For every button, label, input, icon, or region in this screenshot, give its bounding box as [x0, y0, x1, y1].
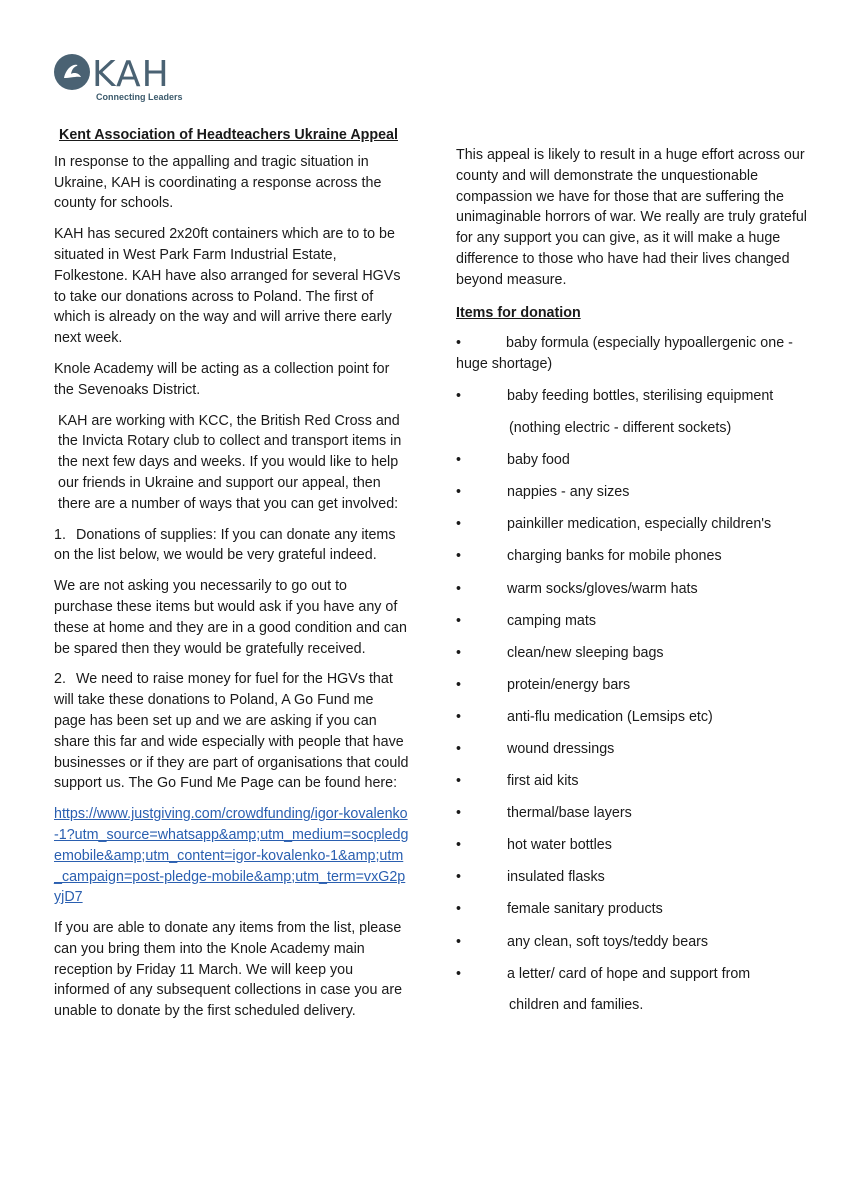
point-two-number: 2.	[54, 671, 66, 688]
point-two	[54, 669, 409, 794]
bullet-icon: •	[456, 741, 462, 757]
donation-item	[456, 611, 816, 632]
point-one	[54, 525, 409, 567]
donation-item	[456, 579, 816, 600]
left-column	[54, 125, 409, 1032]
donation-item-text: female sanitary products	[507, 901, 663, 918]
donation-item	[456, 899, 816, 920]
bullet-icon: •	[456, 452, 462, 469]
donation-item	[456, 386, 816, 439]
donation-item-text: thermal/base layers	[507, 805, 632, 822]
bullet-icon: •	[456, 580, 462, 597]
collection-point-paragraph: Knole Academy will be acting as a collection point for the Sevenoaks District.	[54, 360, 390, 398]
donation-item	[456, 803, 816, 824]
right-column	[456, 145, 816, 1028]
donation-list	[456, 333, 816, 1016]
donation-item	[456, 643, 816, 664]
bullet-icon: •	[456, 676, 462, 693]
bullet-icon: •	[456, 708, 462, 725]
bullet-icon: •	[456, 901, 462, 918]
bullet-icon: •	[456, 644, 462, 661]
document-title: Kent Association of Headteachers Ukraine Appeal	[59, 127, 398, 143]
donation-item-continuation: children and families.	[509, 997, 644, 1014]
donation-item-text: hot water bottles	[507, 837, 612, 854]
bullet-icon: •	[456, 805, 462, 822]
donation-item-text: baby feeding bottles, sterilising equipment	[507, 388, 774, 405]
donation-item-text: charging banks for mobile phones	[507, 548, 722, 565]
donation-item-text: camping mats	[507, 612, 596, 629]
point-one-number: 1.	[54, 526, 66, 543]
kah-logo	[52, 52, 192, 106]
bullet-icon: •	[456, 773, 462, 790]
swan-emblem-icon	[52, 52, 92, 92]
logo-tagline: Connecting Leaders	[96, 92, 183, 102]
go-fund-me-link[interactable]: https://www.justgiving.com/crowdfunding/igor-kovalenko-1?utm_source=whatsapp&amp;utm_medium=socpledgemobile&amp;utm_content=igor-kovalenko-1&amp;utm_campaign=post-pledge-mobile&amp;utm_term=vxG2pyjD7	[54, 806, 409, 906]
donation-item-text: clean/new sleeping bags	[507, 644, 664, 661]
donation-item-text: a letter/ card of hope and support from	[507, 965, 751, 982]
appeal-paragraph: This appeal is likely to result in a huge effort across our county and will demonstrate the unquestionable compassion we have for those that are suffering the unimaginable horrors of war. We really are truly grateful for any support you can give, as it will make a huge difference to those who have had their lives changed beyond measure.	[456, 147, 807, 288]
donation-item-text: painkiller medication, especially children's	[507, 516, 772, 533]
bullet-icon: •	[456, 869, 462, 886]
donation-item-text: baby formula (especially hypoallergenic one - huge shortage)	[456, 335, 793, 373]
donation-item	[456, 771, 816, 792]
donation-item	[456, 964, 816, 1017]
donation-item	[456, 739, 816, 760]
donation-item-text: protein/energy bars	[507, 676, 631, 693]
donation-item-text: first aid kits	[507, 773, 579, 790]
point-two-text: We need to raise money for fuel for the HGVs that will take these donations to Poland, A Go Fund me page has been set up and we are asking if you can share this far and wide especially with people that have businesses or if they are part of organisations that could support us. The Go Fund Me Page can be found here:	[54, 671, 409, 792]
donation-item-text: nappies - any sizes	[507, 484, 630, 501]
donation-item-text: baby food	[507, 452, 570, 469]
bullet-icon: •	[456, 484, 462, 501]
bullet-icon: •	[456, 516, 462, 533]
donation-item-text: wound dressings	[507, 741, 615, 757]
donation-item	[456, 835, 816, 856]
donation-item	[456, 514, 816, 535]
donation-item	[456, 333, 816, 375]
donation-item-text: any clean, soft toys/teddy bears	[507, 933, 709, 950]
bullet-icon: •	[456, 933, 462, 950]
bullet-icon: •	[456, 612, 462, 629]
logo-wordmark: KAH	[92, 54, 170, 95]
bullet-icon: •	[456, 335, 462, 352]
bullet-icon: •	[456, 837, 462, 854]
donation-item	[456, 932, 816, 953]
not-asking-paragraph: We are not asking you necessarily to go out to purchase these items but would ask if you have any of these at home and they are in a good condition and can be spared then they would be gratefully received.	[54, 578, 407, 657]
donation-item-text: anti-flu medication (Lemsips etc)	[507, 708, 713, 725]
bullet-icon: •	[456, 388, 462, 405]
bullet-icon: •	[456, 548, 462, 565]
containers-paragraph: KAH has secured 2x20ft containers which are to to be situated in West Park Farm Industrial Estate, Folkestone. KAH have also arranged for several HGVs to take our donations across to Poland. The first of which is already on the way and will arrive there early next week.	[54, 226, 401, 347]
donation-item-text: insulated flasks	[507, 869, 605, 886]
donation-item	[456, 546, 816, 567]
bullet-icon: •	[456, 965, 462, 982]
point-one-text: Donations of supplies: If you can donate any items on the list below, we would be very grateful indeed.	[54, 526, 396, 564]
donation-item-text: warm socks/gloves/warm hats	[507, 580, 698, 597]
donation-item	[456, 675, 816, 696]
intro-paragraph: In response to the appalling and tragic situation in Ukraine, KAH is coordinating a response across the county for schools.	[54, 153, 382, 212]
donation-item-continuation: (nothing electric - different sockets)	[509, 420, 732, 437]
donation-item	[456, 450, 816, 471]
donation-item	[456, 482, 816, 503]
partners-paragraph: KAH are working with KCC, the British Red Cross and the Invicta Rotary club to collect and transport items in the next few days and weeks. If you would like to help our friends in Ukraine and support our appeal, then there are a number of ways that you can get involved:	[58, 412, 402, 512]
closing-paragraph: If you are able to donate any items from the list, please can you bring them into the Knole Academy main reception by Friday 11 March. We will keep you informed of any subsequent collections in case you are unable to donate by the first scheduled delivery.	[54, 920, 403, 1020]
donation-item	[456, 707, 816, 728]
items-heading: Items for donation	[456, 304, 581, 321]
donation-item	[456, 867, 816, 888]
